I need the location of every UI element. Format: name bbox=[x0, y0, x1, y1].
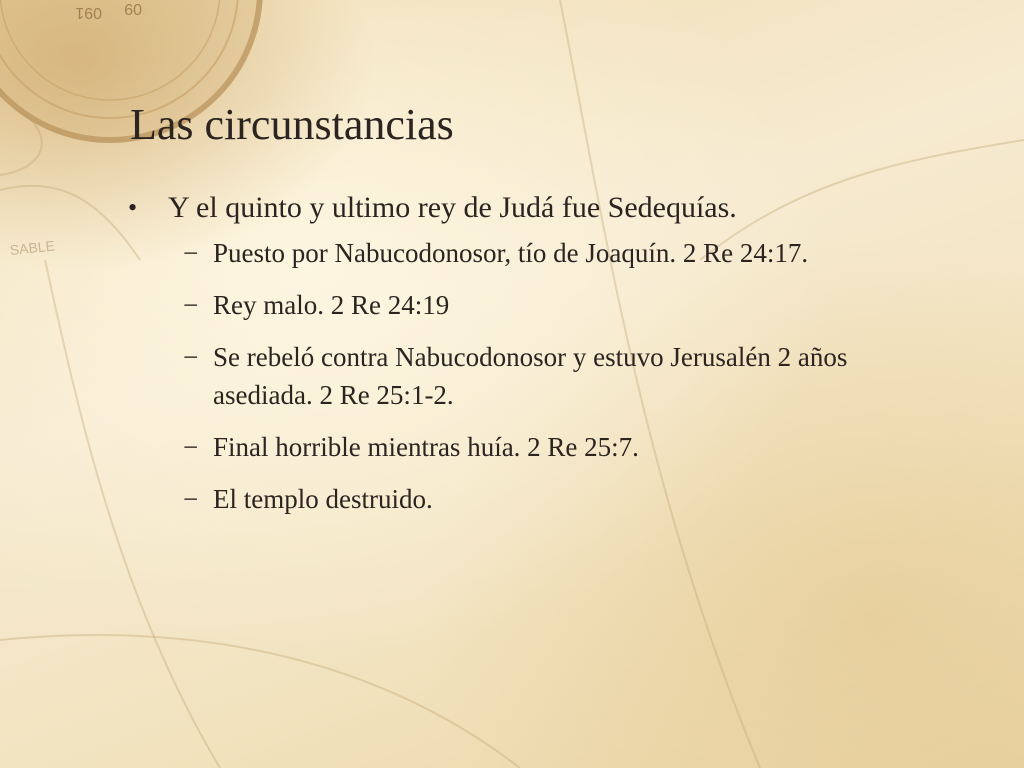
main-bullet bbox=[128, 190, 938, 226]
slide-title: Las circunstancias bbox=[130, 100, 454, 149]
main-bullet-text: Y el quinto y ultimo rey de Judá fue Sedequías. bbox=[168, 191, 737, 224]
dash-icon: − bbox=[183, 342, 199, 372]
compass-degree-label: 091 bbox=[75, 4, 102, 21]
sub-bullet-item bbox=[183, 338, 938, 414]
sub-bullet-text: Final horrible mientras huía. 2 Re 25:7. bbox=[213, 432, 639, 462]
bullet-dot-icon: • bbox=[128, 193, 138, 222]
map-label: SABLE bbox=[9, 237, 56, 259]
sub-bullet-item bbox=[183, 480, 938, 518]
sub-bullet-item bbox=[183, 234, 938, 272]
dash-icon: − bbox=[183, 484, 199, 514]
sub-bullet-text: Se rebeló contra Nabucodonosor y estuvo Jerusalén 2 años asediada. 2 Re 25:1-2. bbox=[213, 342, 848, 410]
sub-bullet-item bbox=[183, 428, 938, 466]
dash-icon: − bbox=[183, 432, 199, 462]
dash-icon: − bbox=[183, 238, 199, 268]
compass-degree-label: 09 bbox=[124, 0, 142, 17]
slide-content bbox=[128, 190, 938, 532]
sub-bullet-text: El templo destruido. bbox=[213, 484, 433, 514]
sub-bullet-item bbox=[183, 286, 938, 324]
sub-bullet-text: Rey malo. 2 Re 24:19 bbox=[213, 290, 450, 320]
sub-bullet-text: Puesto por Nabucodonosor, tío de Joaquín. 2 Re 24:17. bbox=[213, 238, 809, 268]
dash-icon: − bbox=[183, 290, 199, 320]
sub-bullet-list bbox=[128, 234, 938, 518]
